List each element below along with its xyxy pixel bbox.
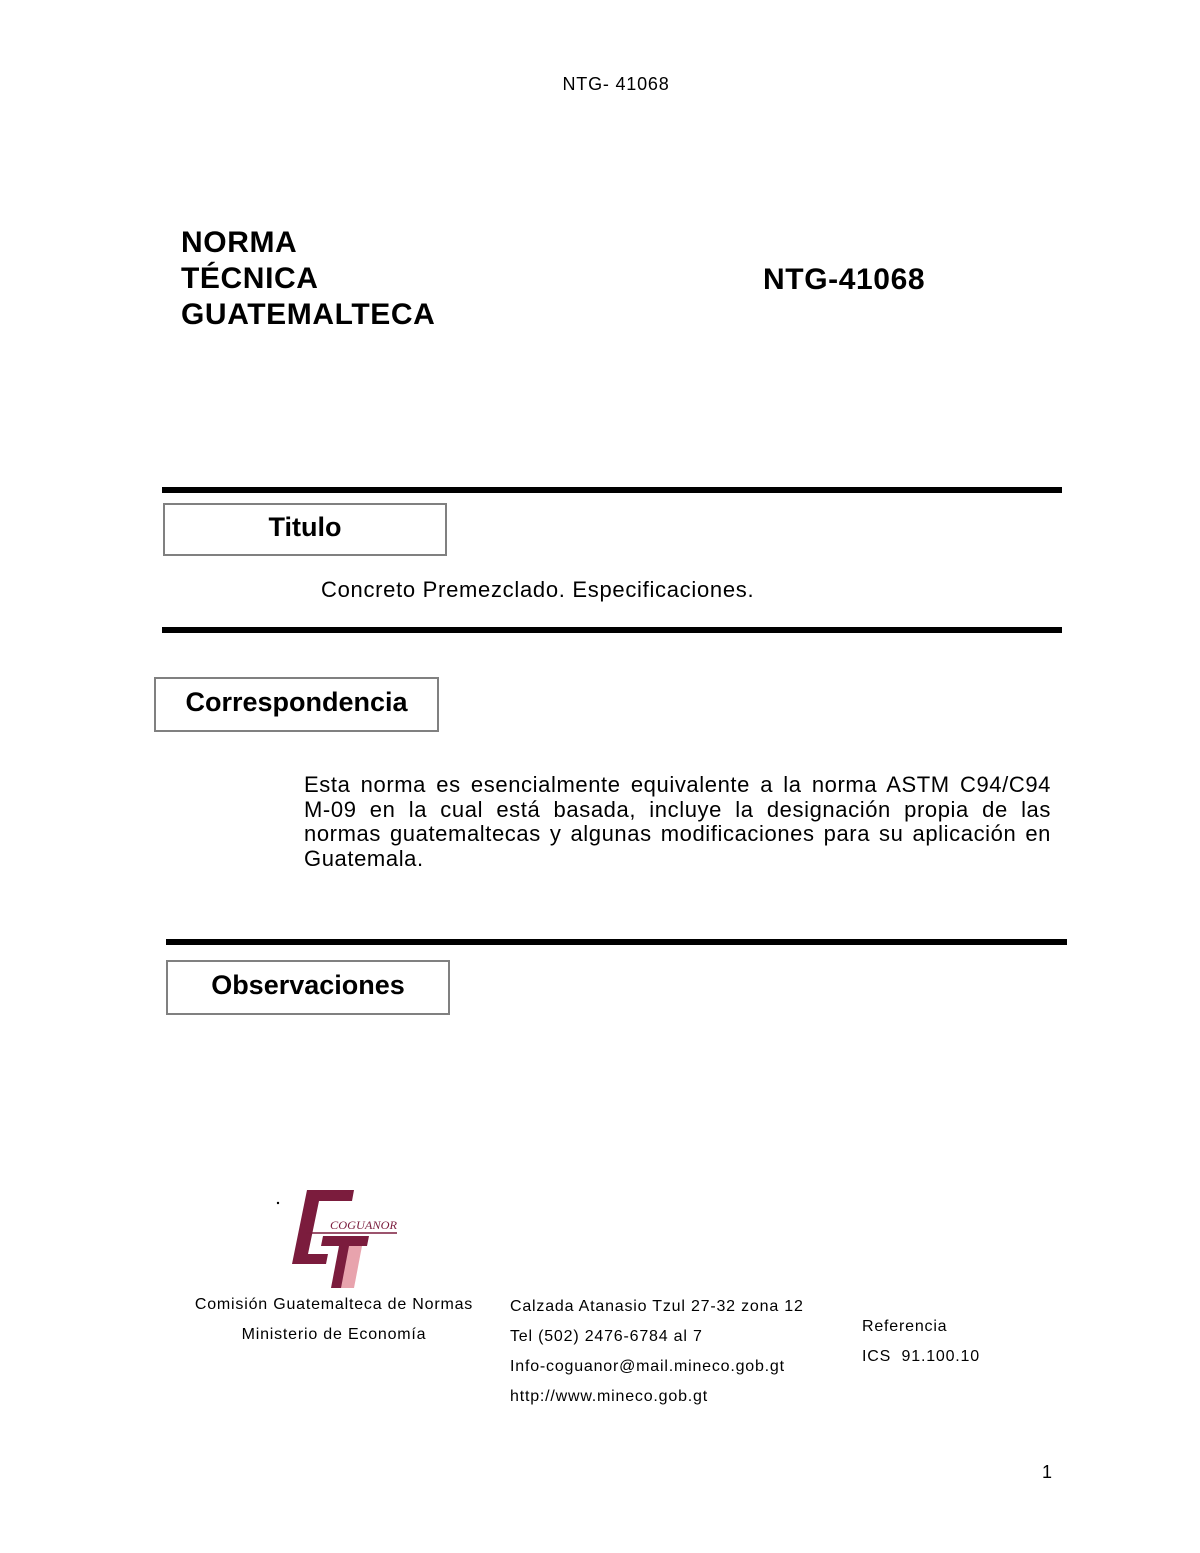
- ics-code: ICS 91.100.10: [862, 1348, 980, 1365]
- org-name: Comisión Guatemalteca de Normas: [194, 1296, 474, 1313]
- standard-title: Concreto Premezclado. Especificaciones.: [321, 577, 755, 602]
- divider-rule: [166, 939, 1067, 945]
- observaciones-label-box: [166, 960, 450, 1015]
- title-norma: NORMA: [181, 226, 298, 259]
- logo-wordmark: COGUANOR: [330, 1218, 398, 1232]
- logo-t-bar: [321, 1236, 369, 1246]
- paragraph-line: Esta norma es esencialmente equivalente a la norma ASTM C94/C94: [304, 773, 1051, 797]
- coguanor-logo: [270, 1180, 410, 1295]
- paragraph-line: M-09 en la cual está basada, incluye la designación propia de las: [304, 797, 1051, 822]
- titulo-label-box: [163, 503, 447, 556]
- contact-email: Info-coguanor@mail.mineco.gob.gt: [510, 1358, 785, 1375]
- observaciones-label: Observaciones: [211, 969, 405, 1000]
- titulo-label: Titulo: [268, 511, 342, 542]
- reference-label: Referencia: [862, 1318, 948, 1335]
- contact-address: Calzada Atanasio Tzul 27-32 zona 12: [510, 1298, 804, 1315]
- divider-rule: [162, 487, 1062, 493]
- running-header: NTG- 41068: [562, 74, 670, 94]
- correspondencia-label-box: [154, 677, 439, 732]
- title-guatemalteca: GUATEMALTECA: [181, 298, 436, 331]
- page-number: 1: [1042, 1462, 1053, 1482]
- divider-rule: [162, 627, 1062, 633]
- paragraph-line: normas guatemaltecas y algunas modificaciones para su aplicación en: [304, 822, 1051, 846]
- title-tecnica: TÉCNICA: [181, 262, 319, 295]
- contact-website: http://www.mineco.gob.gt: [510, 1388, 708, 1405]
- standard-code: NTG-41068: [763, 263, 926, 296]
- contact-phone: Tel (502) 2476-6784 al 7: [510, 1328, 703, 1345]
- correspondencia-label: Correspondencia: [185, 686, 408, 717]
- paragraph-line: Guatemala.: [304, 846, 424, 871]
- correspondencia-paragraph: [304, 773, 1051, 871]
- ministry-name: Ministerio de Economía: [241, 1326, 427, 1343]
- logo-dot: [277, 1202, 279, 1204]
